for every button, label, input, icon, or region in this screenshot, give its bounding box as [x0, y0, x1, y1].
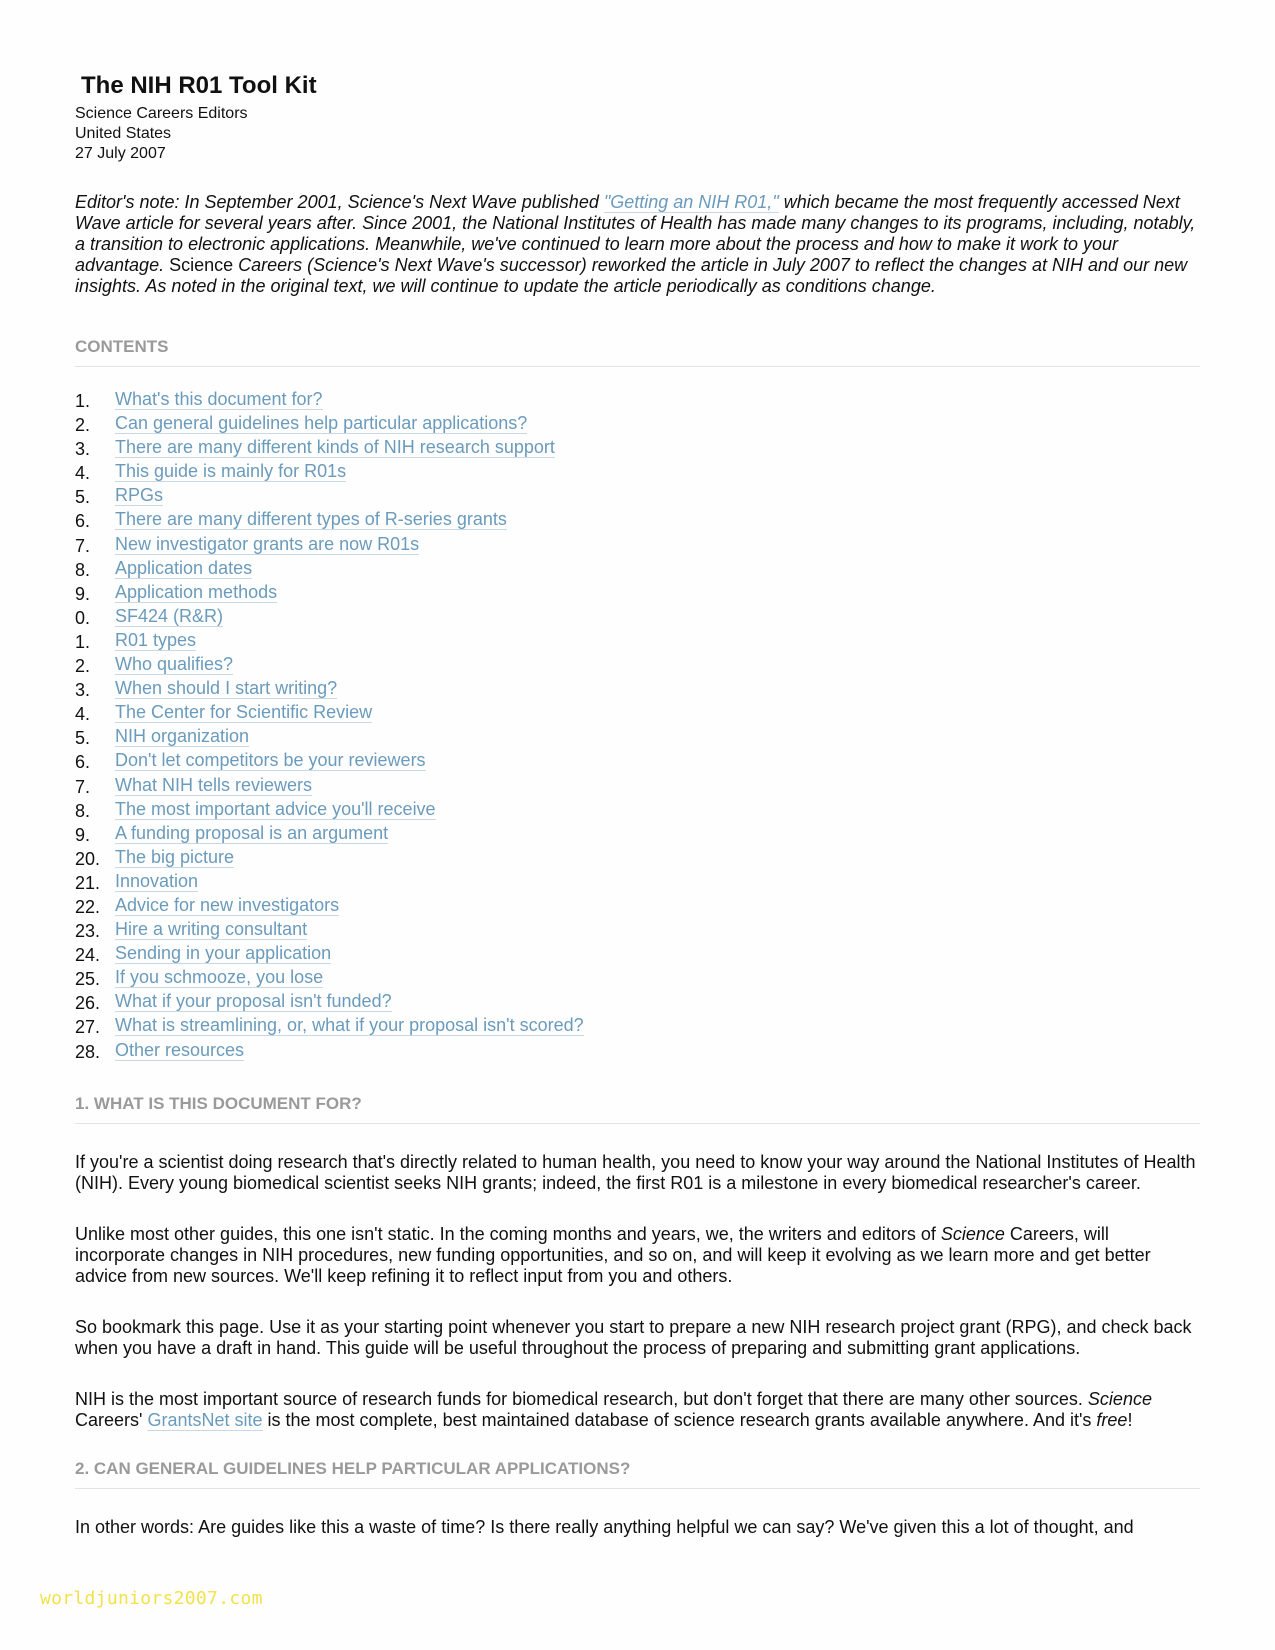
- toc-item: [75, 823, 1200, 847]
- toc-item: [75, 750, 1200, 774]
- toc-item-link[interactable]: NIH organization: [115, 726, 250, 747]
- toc-item-number: 3.: [75, 680, 91, 701]
- toc-item-link[interactable]: Don't let competitors be your reviewers: [115, 750, 426, 771]
- toc-item: [75, 437, 1200, 461]
- toc-item-number: 21.: [75, 872, 101, 893]
- toc-item-link[interactable]: What's this document for?: [115, 389, 323, 409]
- document-meta: [75, 104, 1200, 164]
- author-line: Science Careers Editors: [75, 105, 248, 122]
- toc-item: [75, 485, 1200, 509]
- toc-item-number: 6.: [75, 511, 91, 532]
- toc-item-link[interactable]: Other resources: [115, 1039, 245, 1060]
- toc-item-link[interactable]: The Center for Scientific Review: [115, 702, 373, 723]
- toc-item-number: 7.: [75, 776, 91, 797]
- toc-item-number: 4.: [75, 463, 91, 484]
- editor-note-mid: which became the most frequently accessed Next Wave article for several years after. Since 2001, the National Institutes of Health has made many changes to its programs, including, notably, a transition to electronic applications. Meanwhile, we've continued to learn more about the process and how to make it work to your advantage.: [75, 192, 1196, 275]
- toc-item: [75, 413, 1200, 437]
- getting-an-r01-link[interactable]: "Getting an NIH R01,": [603, 192, 779, 212]
- toc-item-number: 2.: [75, 415, 91, 436]
- grantsnet-link[interactable]: GrantsNet site: [147, 1409, 263, 1430]
- toc-item-number: 8.: [75, 559, 91, 580]
- table-of-contents: [75, 389, 1200, 1064]
- section-1-paragraph-3: So bookmark this page. Use it as your starting point whenever you start to prepare a new NIH research project grant (RPG), and check back when you have a draft in hand. This guide will be useful throughout the process of preparing and submitting grant applications.: [75, 1316, 1192, 1358]
- watermark-text: worldjuniors2007.com: [40, 1588, 263, 1609]
- toc-item-number: 9.: [75, 824, 91, 845]
- section-2-paragraph-1: In other words: Are guides like this a waste of time? Is there really anything helpful we can say? We've given this a lot of thought, and: [75, 1516, 1134, 1537]
- toc-item-number: 1.: [75, 391, 91, 411]
- p4-science: Science: [1087, 1388, 1152, 1409]
- toc-item: [75, 582, 1200, 606]
- toc-item-link[interactable]: R01 types: [115, 629, 197, 650]
- toc-item-number: 24.: [75, 945, 101, 966]
- editor-note-science: Science: [169, 255, 234, 275]
- toc-item-number: 8.: [75, 800, 91, 821]
- toc-item-number: 5.: [75, 487, 91, 508]
- toc-item: [75, 558, 1200, 582]
- toc-item-link[interactable]: Innovation: [115, 870, 199, 891]
- toc-item: [75, 991, 1200, 1015]
- toc-item: [75, 509, 1200, 533]
- toc-item-number: 9.: [75, 583, 91, 604]
- toc-item: [75, 919, 1200, 943]
- toc-item: [75, 678, 1200, 702]
- toc-item: [75, 461, 1200, 485]
- toc-item-number: 28.: [75, 1041, 101, 1062]
- p2-text-a: Unlike most other guides, this one isn't static. In the coming months and years, we, the writers and editors of: [75, 1223, 941, 1244]
- toc-item: [75, 799, 1200, 823]
- toc-item-link[interactable]: There are many different types of R-series grants: [115, 509, 507, 530]
- toc-item-link[interactable]: What is streamlining, or, what if your proposal isn't scored?: [115, 1015, 584, 1036]
- section-1-paragraph-2: [75, 1224, 1200, 1287]
- editor-note-intro: Editor's note: In September 2001, Science's Next Wave published: [75, 192, 604, 212]
- p2-text-b: Careers, will incorporate changes in NIH procedures, new funding opportunities, and so on, and will keep it evolving as we learn more and get better advice from new sources. We'll keep refining it to reflect input from you and others.: [75, 1223, 1151, 1286]
- section-1-paragraph-4: [75, 1389, 1200, 1431]
- p4-free: free: [1096, 1409, 1128, 1430]
- toc-item-number: 25.: [75, 969, 101, 990]
- editor-note-rest: (Science's Next Wave's successor) reworked the article in July 2007 to reflect the changes at NIH and our new insights. As noted in the original text, we will continue to update the article periodically as conditions change.: [75, 255, 1188, 296]
- toc-item-number: 0.: [75, 607, 91, 628]
- document-page: [75, 72, 1200, 1538]
- toc-item-link[interactable]: Application dates: [115, 557, 253, 578]
- toc-item-link[interactable]: Application methods: [115, 581, 278, 602]
- toc-item-link[interactable]: A funding proposal is an argument: [115, 822, 389, 843]
- toc-item: [75, 1015, 1200, 1039]
- toc-item: [75, 775, 1200, 799]
- p4-text-c: is the most complete, best maintained database of science research grants available anywhere. And it's: [262, 1409, 1097, 1430]
- toc-item-link[interactable]: When should I start writing?: [115, 678, 338, 699]
- toc-item: [75, 1040, 1200, 1064]
- section-1-heading: 1. WHAT IS THIS DOCUMENT FOR?: [75, 1094, 1200, 1124]
- section-1-paragraph-1: If you're a scientist doing research that's directly related to human health, you need to know your way around the National Institutes of Health (NIH). Every young biomedical scientist seeks NIH grants; indeed, the first R01 is a milestone in every biomedical researcher's career.: [75, 1151, 1196, 1193]
- toc-item: [75, 871, 1200, 895]
- toc-item-number: 7.: [75, 535, 91, 556]
- contents-heading: CONTENTS: [75, 337, 1200, 367]
- p4-text-b: Careers': [75, 1409, 148, 1430]
- toc-item-number: 26.: [75, 993, 101, 1014]
- toc-item: [75, 606, 1200, 630]
- p4-text-d: !: [1127, 1409, 1133, 1430]
- toc-item: [75, 654, 1200, 678]
- editor-note: [75, 192, 1200, 297]
- toc-item-link[interactable]: What if your proposal isn't funded?: [115, 991, 392, 1012]
- toc-item: [75, 534, 1200, 558]
- toc-item-number: 22.: [75, 896, 101, 917]
- toc-item-link[interactable]: Sending in your application: [115, 943, 332, 964]
- location-line: United States: [75, 125, 172, 142]
- p4-text-a: NIH is the most important source of research funds for biomedical research, but don't forget that there are many other sources.: [75, 1388, 1088, 1409]
- toc-item-link[interactable]: If you schmooze, you lose: [115, 967, 324, 988]
- toc-item: [75, 895, 1200, 919]
- toc-item-number: 2.: [75, 656, 91, 677]
- toc-item-link[interactable]: What NIH tells reviewers: [115, 774, 313, 795]
- toc-item-link[interactable]: RPGs: [115, 485, 164, 506]
- toc-item: [75, 389, 1200, 413]
- document-title: The NIH R01 Tool Kit: [81, 72, 317, 99]
- toc-item-number: 20.: [75, 848, 101, 869]
- section-2-heading: 2. CAN GENERAL GUIDELINES HELP PARTICULAR APPLICATIONS?: [75, 1459, 1200, 1489]
- toc-item-number: 4.: [75, 704, 91, 725]
- toc-item-link[interactable]: The big picture: [115, 846, 235, 867]
- toc-item: [75, 967, 1200, 991]
- toc-item: [75, 847, 1200, 871]
- toc-item-link[interactable]: Advice for new investigators: [115, 894, 340, 915]
- editor-note-careers: Careers: [233, 255, 303, 275]
- toc-item-number: 23.: [75, 921, 101, 942]
- toc-item-number: 6.: [75, 752, 91, 773]
- toc-item-link[interactable]: Who qualifies?: [115, 654, 234, 675]
- date-line: 27 July 2007: [75, 145, 166, 162]
- toc-item-link[interactable]: New investigator grants are now R01s: [115, 533, 420, 554]
- toc-item: [75, 943, 1200, 967]
- toc-item: [75, 630, 1200, 654]
- toc-item-link[interactable]: Can general guidelines help particular applications?: [115, 413, 528, 434]
- toc-item-link[interactable]: This guide is mainly for R01s: [115, 461, 347, 482]
- toc-item: [75, 726, 1200, 750]
- toc-item-link[interactable]: There are many different kinds of NIH research support: [115, 437, 555, 458]
- p2-science: Science: [940, 1223, 1005, 1244]
- toc-item-number: 27.: [75, 1017, 101, 1038]
- toc-item: [75, 702, 1200, 726]
- toc-item-link[interactable]: SF424 (R&R): [115, 605, 224, 626]
- toc-item-number: 1.: [75, 631, 91, 652]
- toc-item-link[interactable]: Hire a writing consultant: [115, 919, 308, 940]
- toc-item-number: 3.: [75, 439, 91, 460]
- toc-item-number: 5.: [75, 728, 91, 749]
- toc-item-link[interactable]: The most important advice you'll receive: [115, 798, 436, 819]
